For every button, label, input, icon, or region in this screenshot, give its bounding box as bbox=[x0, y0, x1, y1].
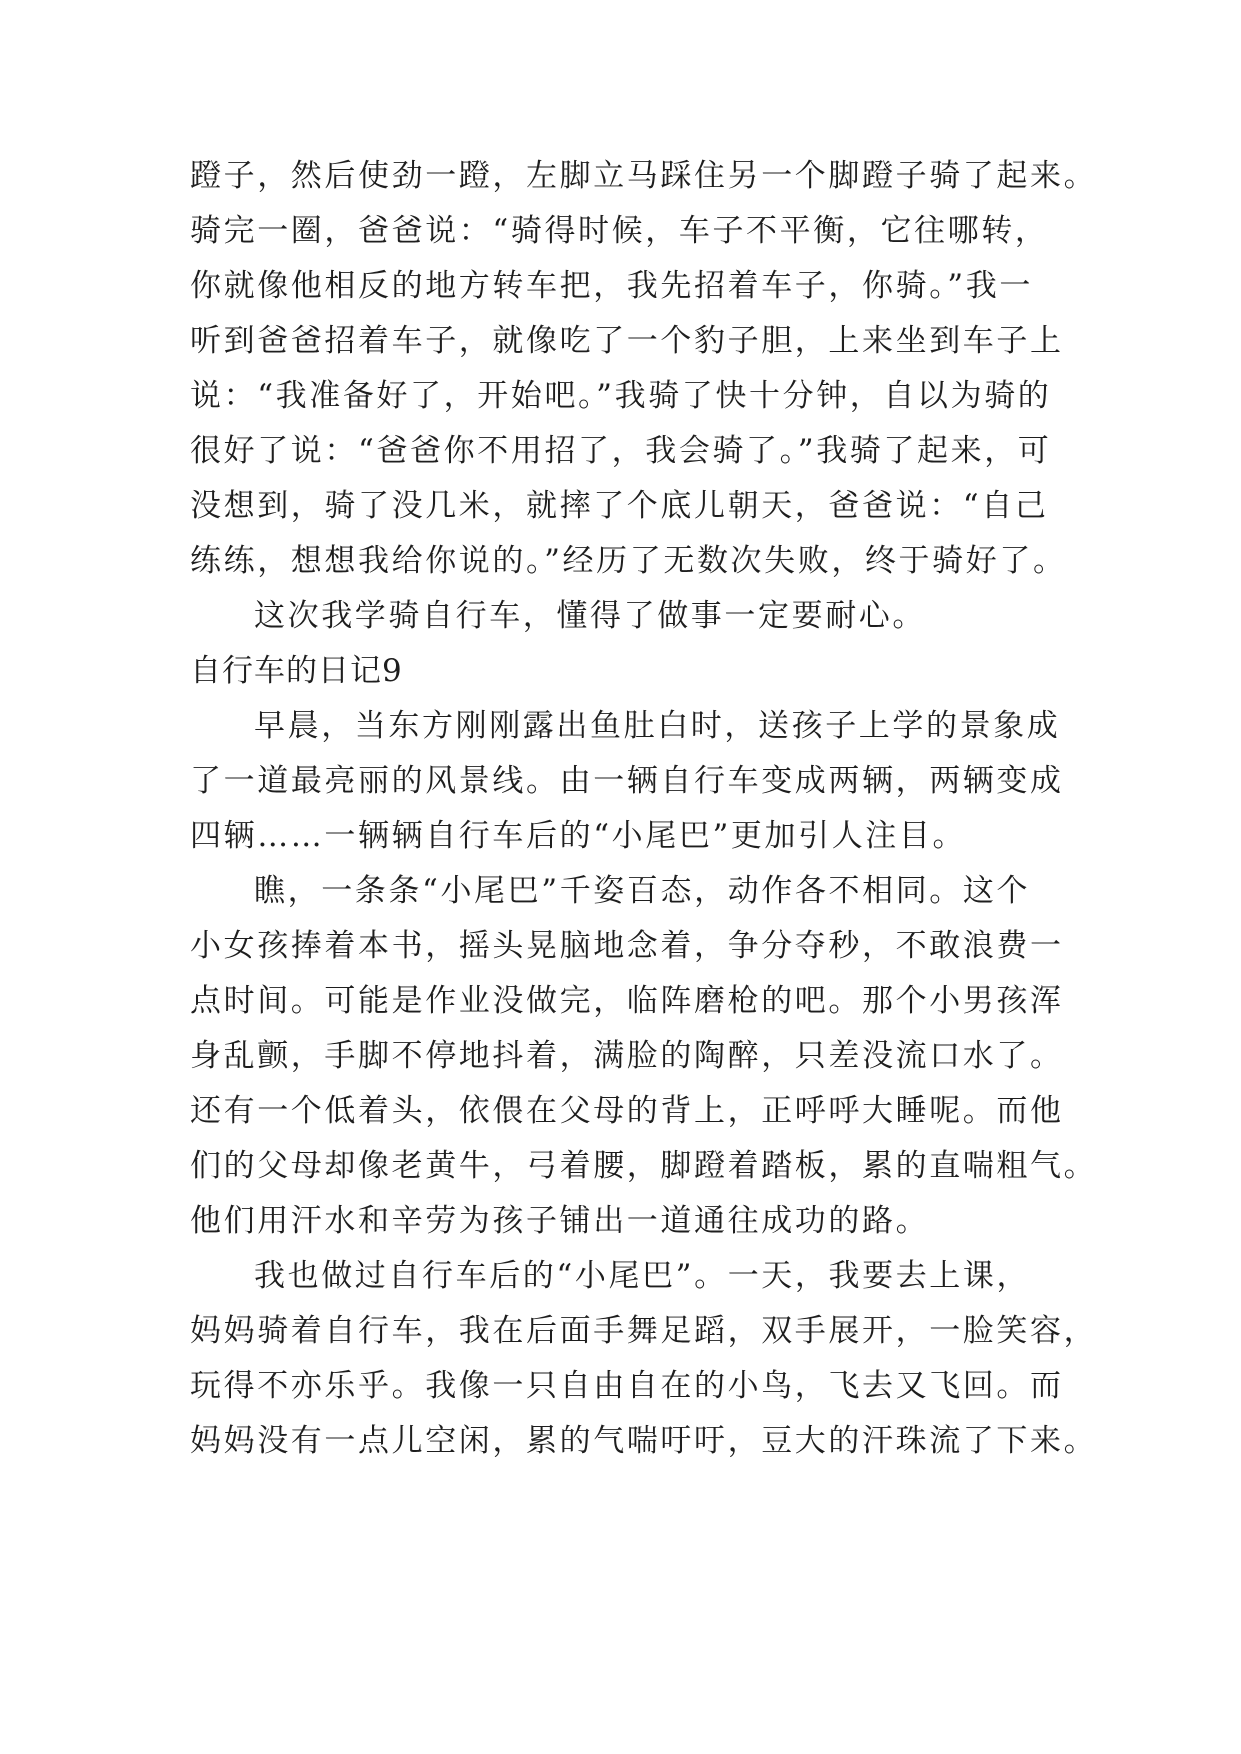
section-heading: 自行车的日记9 bbox=[190, 653, 403, 689]
text-line: 骑完一圈，爸爸说：“骑得时候，车子不平衡，它往哪转， bbox=[190, 213, 1049, 249]
paragraph-line: 我也做过自行车后的“小尾巴”。一天，我要去上课， bbox=[254, 1258, 1031, 1294]
text-line: 很好了说：“爸爸你不用招了，我会骑了。”我骑了起来，可 bbox=[190, 433, 1052, 469]
text-line: 玩得不亦乐乎。我像一只自由自在的小鸟，飞去又飞回。而 bbox=[190, 1368, 1064, 1404]
text-line: 了一道最亮丽的风景线。由一辆自行车变成两辆，两辆变成 bbox=[190, 763, 1064, 799]
paragraph-line: 早晨，当东方刚刚露出鱼肚白时，送孩子上学的景象成 bbox=[254, 708, 1061, 744]
text-line: 身乱颤，手脚不停地抖着，满脸的陶醉，只差没流口水了。 bbox=[190, 1038, 1064, 1074]
text-line: 们的父母却像老黄牛，弓着腰，脚蹬着踏板，累的直喘粗气。 bbox=[190, 1148, 1098, 1184]
text-line: 蹬子，然后使劲一蹬，左脚立马踩住另一个脚蹬子骑了起来。 bbox=[190, 158, 1098, 194]
text-line: 说：“我准备好了，开始吧。”我骑了快十分钟，自以为骑的 bbox=[190, 378, 1052, 414]
text-line: 小女孩捧着本书，摇头晃脑地念着，争分夺秒，不敢浪费一 bbox=[190, 928, 1064, 964]
text-line: 妈妈没有一点儿空闲，累的气喘吁吁，豆大的汗珠流了下来。 bbox=[190, 1423, 1098, 1459]
paragraph-line: 这次我学骑自行车，懂得了做事一定要耐心。 bbox=[254, 598, 926, 634]
text-line: 没想到，骑了没几米，就摔了个底儿朝天，爸爸说：“自己 bbox=[190, 488, 1049, 524]
text-line: 还有一个低着头，依偎在父母的背上，正呼呼大睡呢。而他 bbox=[190, 1093, 1064, 1129]
text-line: 你就像他相反的地方转车把，我先招着车子，你骑。”我一 bbox=[190, 268, 1033, 304]
text-line: 四辆……一辆辆自行车后的“小尾巴”更加引人注目。 bbox=[190, 818, 967, 854]
text-line: 妈妈骑着自行车，我在后面手舞足蹈，双手展开，一脸笑容， bbox=[190, 1313, 1098, 1349]
text-line: 他们用汗水和辛劳为孩子铺出一道通往成功的路。 bbox=[190, 1203, 930, 1239]
paragraph-line: 瞧，一条条“小尾巴”千姿百态，动作各不相同。这个 bbox=[254, 873, 1031, 909]
text-line: 点时间。可能是作业没做完，临阵磨枪的吧。那个小男孩浑 bbox=[190, 983, 1064, 1019]
text-line: 听到爸爸招着车子，就像吃了一个豹子胆，上来坐到车子上 bbox=[190, 323, 1064, 359]
text-line: 练练，想想我给你说的。”经历了无数次失败，终于骑好了。 bbox=[190, 543, 1067, 579]
